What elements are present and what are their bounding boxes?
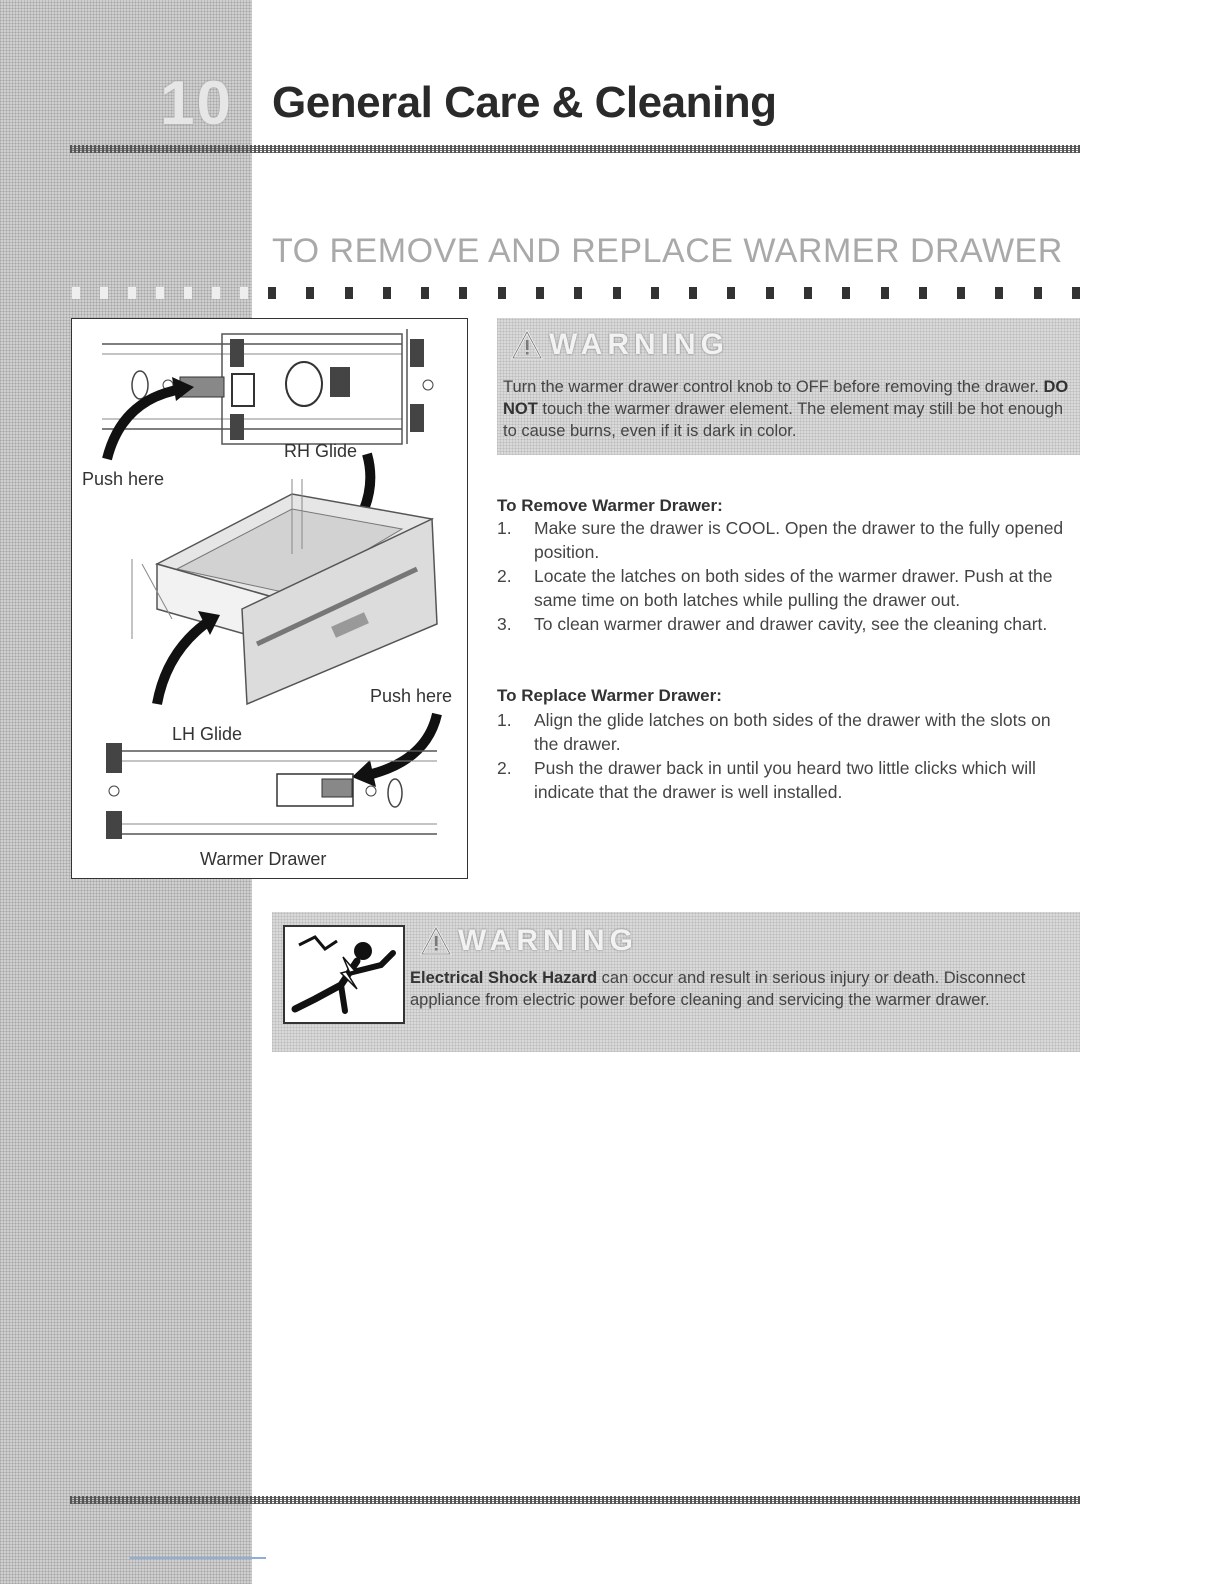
warning-text xyxy=(503,376,1071,442)
warning-heading: WARNING xyxy=(549,328,729,361)
header-rule xyxy=(70,145,1080,153)
push-here-top-label: Push here xyxy=(82,469,165,489)
step-text: Locate the latches on both sides of the warmer drawer. Push at the same time on both latches while pulling the drawer out. xyxy=(534,566,1053,610)
lh-glide-label: LH Glide xyxy=(172,724,243,744)
list-item xyxy=(497,516,1072,564)
section-title: TO REMOVE AND REPLACE WARMER DRAWER xyxy=(272,232,1063,270)
list-item xyxy=(497,612,1072,636)
warning-triangle-icon xyxy=(420,926,452,956)
section-dash-row xyxy=(268,287,1080,299)
footer-link-line xyxy=(130,1557,266,1559)
list-item xyxy=(497,708,1072,756)
warning-text-bold: Electrical Shock Hazard xyxy=(410,969,598,987)
push-here-bottom-label: Push here xyxy=(370,686,453,706)
remove-steps-list xyxy=(497,516,1072,636)
step-text: To clean warmer drawer and drawer cavity, see the cleaning chart. xyxy=(534,614,1048,634)
warning-text-body: can occur and result in serious injury or death. Disconnect appliance from electric power before cleaning and servicing the warmer drawer. xyxy=(410,969,1026,1009)
step-number: 3. xyxy=(497,614,512,634)
side-dash-row xyxy=(72,287,248,299)
rh-glide-label: RH Glide xyxy=(284,441,358,461)
step-number: 2. xyxy=(497,566,512,586)
page-title: General Care & Cleaning xyxy=(272,78,777,127)
warning-heading: WARNING xyxy=(458,924,638,957)
remove-heading: To Remove Warmer Drawer: xyxy=(497,496,723,515)
replace-heading: To Replace Warmer Drawer: xyxy=(497,686,722,705)
step-number: 2. xyxy=(497,758,512,778)
chapter-number: 10 xyxy=(160,69,233,138)
list-item xyxy=(497,564,1072,612)
warning-box-drawer xyxy=(497,318,1080,455)
electrical-shock-icon xyxy=(285,927,403,1022)
warmer-drawer-figure xyxy=(71,318,468,879)
figure-caption: Warmer Drawer xyxy=(200,849,327,869)
step-number: 1. xyxy=(497,710,512,730)
replace-steps-list xyxy=(497,708,1072,804)
step-text: Make sure the drawer is COOL. Open the drawer to the fully opened position. xyxy=(534,518,1064,562)
electrical-shock-icon-box xyxy=(283,925,405,1024)
step-number: 1. xyxy=(497,518,512,538)
list-item xyxy=(497,756,1072,804)
step-text: Push the drawer back in until you heard two little clicks which will indicate that the drawer is well installed. xyxy=(534,758,1036,802)
warning-text-a: Turn the warmer drawer control knob to OFF before removing the drawer. xyxy=(503,378,1044,396)
warning-text-bold: DO NOT xyxy=(503,378,1069,418)
warning-text xyxy=(410,967,1070,1011)
warning-text-b: touch the warmer drawer element. The element may still be hot enough to cause burns, even if it is dark in color. xyxy=(503,400,1064,440)
warmer-drawer-illustration xyxy=(72,319,467,878)
footer-rule xyxy=(70,1496,1080,1504)
warning-triangle-icon xyxy=(511,330,543,360)
step-text: Align the glide latches on both sides of the drawer with the slots on the drawer. xyxy=(534,710,1051,754)
